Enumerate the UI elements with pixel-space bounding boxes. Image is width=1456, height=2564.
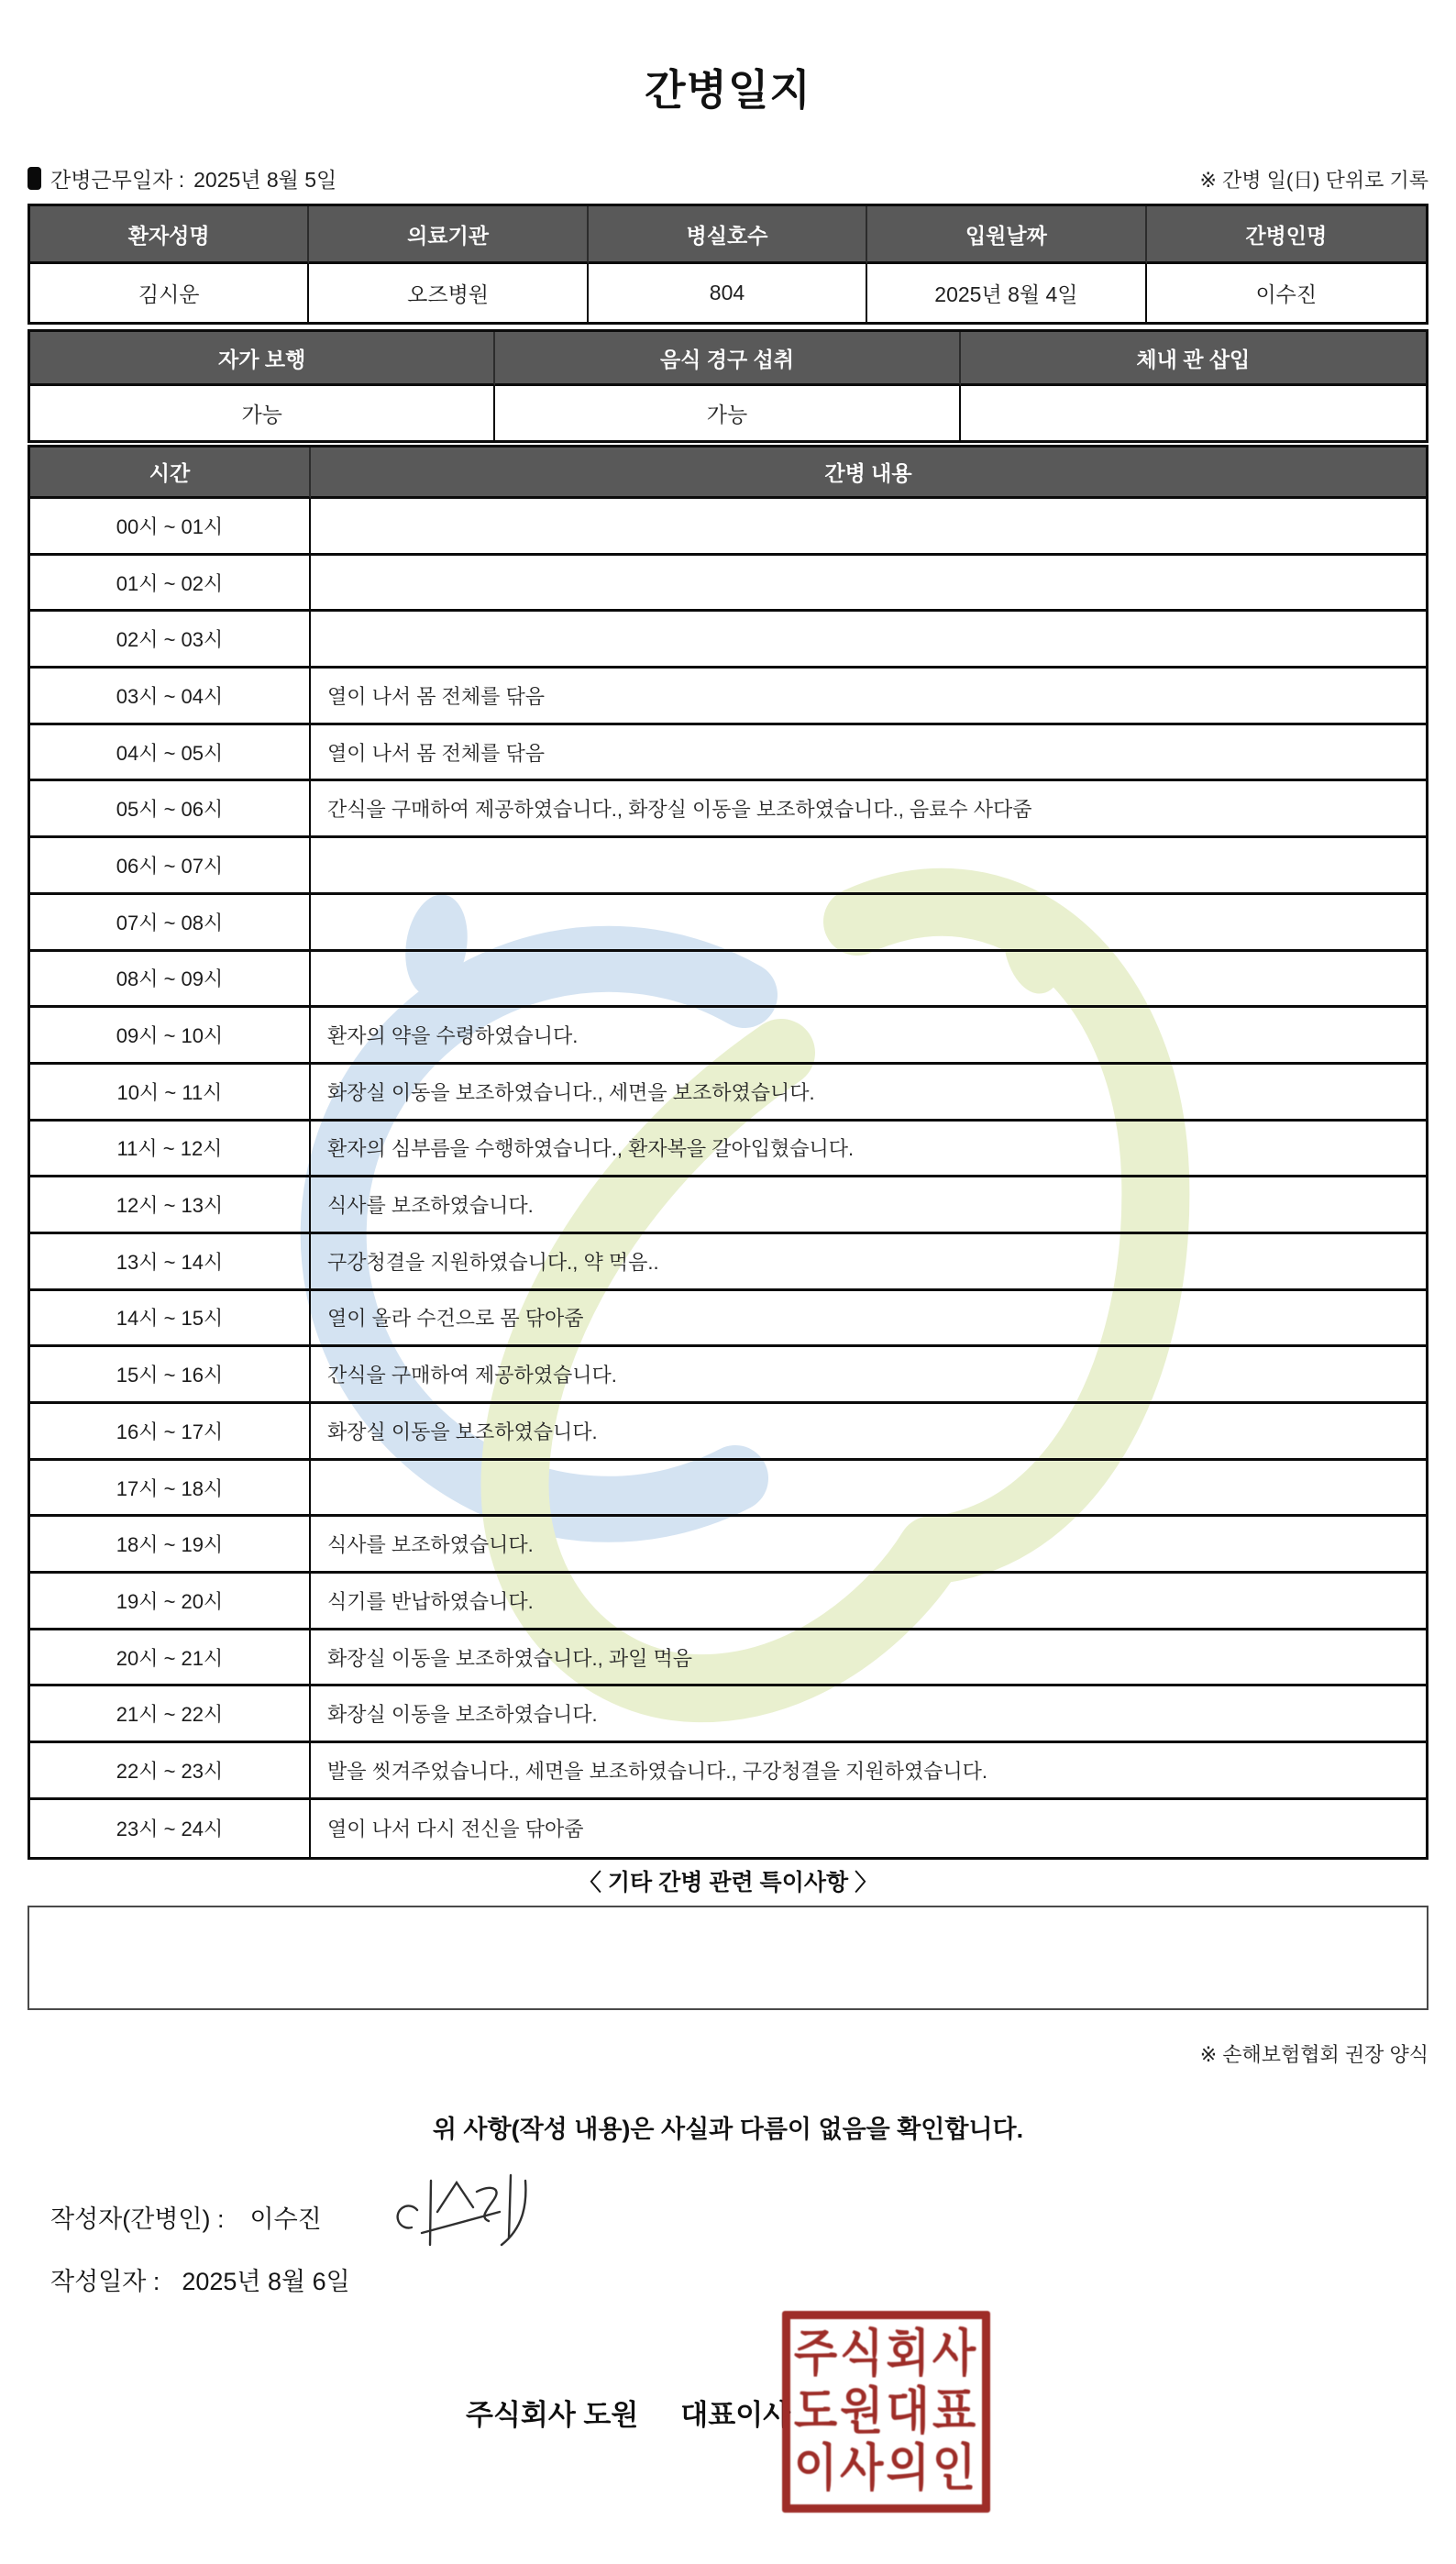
company-line bbox=[466, 2392, 790, 2433]
square-bullet-icon bbox=[28, 167, 41, 190]
care-row-content: 화장실 이동을 보조하였습니다., 세면을 보조하였습니다. bbox=[327, 1080, 815, 1104]
stamp-line-1: 주식회사 bbox=[793, 2326, 979, 2382]
value-tube-insertion bbox=[961, 386, 1426, 440]
care-row-content: 열이 올라 수건으로 몸 닦아줌 bbox=[327, 1307, 584, 1331]
value-caregiver-name: 이수진 bbox=[1255, 282, 1318, 306]
care-row-content bbox=[311, 838, 1426, 892]
care-table-header-row bbox=[30, 448, 1426, 499]
work-date-group bbox=[28, 163, 336, 193]
care-row-content: 식사를 보조하였습니다. bbox=[327, 1194, 534, 1218]
writer-label: 작성자(간병인) : bbox=[50, 2205, 225, 2233]
care-row-content bbox=[311, 1461, 1426, 1515]
care-row bbox=[30, 1122, 1426, 1178]
care-row-time: 19시 ~ 20시 bbox=[30, 1574, 311, 1628]
work-date-label: 간병근무일자 : bbox=[50, 168, 185, 192]
care-row-time: 02시 ~ 03시 bbox=[30, 612, 311, 666]
care-row bbox=[30, 838, 1426, 895]
care-row-time: 01시 ~ 02시 bbox=[30, 556, 311, 610]
care-row-time: 22시 ~ 23시 bbox=[30, 1743, 311, 1797]
care-row bbox=[30, 1800, 1426, 1857]
care-row-content: 화장실 이동을 보조하였습니다., 과일 먹음 bbox=[327, 1646, 692, 1670]
care-row-time: 16시 ~ 17시 bbox=[30, 1404, 311, 1458]
patient-table-header-row bbox=[30, 206, 1426, 264]
confirmation-statement: 위 사항(작성 내용)은 사실과 다름이 없음을 확인합니다. bbox=[432, 2116, 1024, 2143]
patient-info-table bbox=[28, 204, 1428, 325]
care-row-content: 화장실 이동을 보조하였습니다. bbox=[327, 1420, 598, 1443]
care-table-body bbox=[30, 499, 1426, 1857]
patient-status-table bbox=[28, 329, 1428, 443]
care-row-content bbox=[311, 612, 1426, 666]
header-tube-insertion: 체내 관 삽입 bbox=[961, 332, 1426, 386]
care-row bbox=[30, 952, 1426, 1009]
ceo-title: 대표이사 bbox=[680, 2399, 791, 2431]
care-row-time: 17시 ~ 18시 bbox=[30, 1461, 311, 1515]
status-table-value-row bbox=[30, 386, 1426, 440]
value-admission-date: 2025년 8월 4일 bbox=[867, 264, 1146, 322]
stamp-line-2: 도원대표 bbox=[793, 2383, 979, 2439]
care-row-content: 열이 나서 몸 전체를 닦음 bbox=[327, 684, 545, 708]
care-row-time: 03시 ~ 04시 bbox=[30, 669, 311, 723]
care-row-time: 23시 ~ 24시 bbox=[30, 1800, 311, 1857]
value-oral-intake: 가능 bbox=[495, 386, 960, 440]
care-row bbox=[30, 612, 1426, 669]
care-row-time: 06시 ~ 07시 bbox=[30, 838, 311, 892]
corporate-seal-stamp bbox=[782, 2311, 990, 2513]
value-patient-name: 김시운 bbox=[30, 264, 309, 322]
care-row-content: 발을 씻겨주었습니다., 세면을 보조하였습니다., 구강청결을 지원하였습니다. bbox=[327, 1759, 987, 1783]
care-row bbox=[30, 1008, 1426, 1065]
care-row-content: 간식을 구매하여 제공하였습니다. bbox=[327, 1364, 617, 1387]
care-row-time: 11시 ~ 12시 bbox=[30, 1122, 311, 1176]
care-row-time: 13시 ~ 14시 bbox=[30, 1234, 311, 1288]
care-row-content bbox=[311, 895, 1426, 949]
care-row bbox=[30, 1630, 1426, 1687]
header-self-walking: 자가 보행 bbox=[30, 332, 495, 386]
care-row-time: 18시 ~ 19시 bbox=[30, 1517, 311, 1571]
care-row bbox=[30, 781, 1426, 838]
care-row bbox=[30, 1291, 1426, 1348]
care-row bbox=[30, 1234, 1426, 1291]
care-row-content: 간식을 구매하여 제공하였습니다., 화장실 이동을 보조하였습니다., 음료수 사다줌 bbox=[327, 798, 1032, 822]
work-date-value: 2025년 8월 5일 bbox=[193, 168, 337, 192]
care-row bbox=[30, 1574, 1426, 1630]
company-name: 주식회사 도원 bbox=[466, 2399, 639, 2431]
value-self-walking: 가능 bbox=[30, 386, 495, 440]
care-row-content: 열이 나서 다시 전신을 닦아줌 bbox=[327, 1818, 584, 1841]
unit-note: ※ 간병 일(日) 단위로 기록 bbox=[1199, 169, 1428, 192]
care-row bbox=[30, 1686, 1426, 1743]
care-row-time: 00시 ~ 01시 bbox=[30, 499, 311, 553]
care-row bbox=[30, 1065, 1426, 1122]
care-row bbox=[30, 499, 1426, 556]
written-date-label: 작성일자 : bbox=[50, 2268, 160, 2295]
care-row bbox=[30, 1347, 1426, 1404]
care-row bbox=[30, 1517, 1426, 1574]
header-admission-date: 입원날짜 bbox=[867, 206, 1146, 264]
meta-line bbox=[28, 163, 1428, 191]
special-notes-box bbox=[28, 1906, 1428, 2010]
care-row bbox=[30, 1177, 1426, 1234]
care-row-content bbox=[311, 499, 1426, 553]
care-row-content bbox=[311, 952, 1426, 1006]
care-row-content: 식기를 반납하였습니다. bbox=[327, 1589, 534, 1613]
writer-name: 이수진 bbox=[249, 2205, 322, 2233]
patient-table-value-row bbox=[30, 264, 1426, 322]
written-date-value: 2025년 8월 6일 bbox=[182, 2268, 350, 2295]
stamp-line-3: 이사의인 bbox=[793, 2440, 979, 2497]
care-row bbox=[30, 556, 1426, 613]
header-care-content: 간병 내용 bbox=[311, 448, 1426, 499]
care-row-time: 21시 ~ 22시 bbox=[30, 1686, 311, 1741]
written-date-line bbox=[50, 2261, 350, 2297]
care-row bbox=[30, 669, 1426, 725]
header-medical-institution: 의료기관 bbox=[309, 206, 588, 264]
care-row bbox=[30, 725, 1426, 782]
care-row bbox=[30, 895, 1426, 952]
header-patient-name: 환자성명 bbox=[30, 206, 309, 264]
special-notes-heading: 〈 기타 간병 관련 특이사항 〉 bbox=[578, 1870, 878, 1895]
care-row-time: 15시 ~ 16시 bbox=[30, 1347, 311, 1401]
care-row-content bbox=[311, 556, 1426, 610]
care-row bbox=[30, 1404, 1426, 1461]
page-title: 간병일지 bbox=[645, 66, 811, 114]
care-row-content: 환자의 심부름을 수행하였습니다., 환자복을 갈아입혔습니다. bbox=[327, 1137, 855, 1161]
hourly-care-table bbox=[28, 445, 1428, 1860]
care-row-time: 12시 ~ 13시 bbox=[30, 1177, 311, 1232]
care-row bbox=[30, 1743, 1426, 1800]
care-row-content: 환자의 약을 수령하였습니다. bbox=[327, 1024, 579, 1048]
status-table-header-row bbox=[30, 332, 1426, 386]
header-room-number: 병실호수 bbox=[589, 206, 867, 264]
care-row-time: 07시 ~ 08시 bbox=[30, 895, 311, 949]
header-caregiver-name: 간병인명 bbox=[1147, 206, 1426, 264]
care-row-time: 10시 ~ 11시 bbox=[30, 1065, 311, 1119]
header-oral-intake: 음식 경구 섭취 bbox=[495, 332, 960, 386]
care-row-time: 05시 ~ 06시 bbox=[30, 781, 311, 835]
care-row-time: 20시 ~ 21시 bbox=[30, 1630, 311, 1685]
handwritten-signature bbox=[381, 2164, 550, 2256]
care-row-time: 08시 ~ 09시 bbox=[30, 952, 311, 1006]
recommended-form-note: ※ 손해보험협회 권장 양식 bbox=[1199, 2043, 1428, 2066]
care-row-content: 열이 나서 몸 전체를 닦음 bbox=[327, 741, 545, 765]
writer-line bbox=[50, 2199, 322, 2235]
care-row-time: 09시 ~ 10시 bbox=[30, 1008, 311, 1062]
value-medical-institution: 오즈병원 bbox=[309, 264, 588, 322]
care-row-time: 04시 ~ 05시 bbox=[30, 725, 311, 779]
care-row-content: 구강청결을 지원하였습니다., 약 먹음.. bbox=[327, 1250, 659, 1274]
care-row-time: 14시 ~ 15시 bbox=[30, 1291, 311, 1345]
care-row-content: 화장실 이동을 보조하였습니다. bbox=[327, 1703, 598, 1727]
value-room-number: 804 bbox=[589, 264, 867, 322]
care-row bbox=[30, 1461, 1426, 1518]
care-row-content: 식사를 보조하였습니다. bbox=[327, 1533, 534, 1557]
header-time: 시간 bbox=[30, 448, 311, 499]
